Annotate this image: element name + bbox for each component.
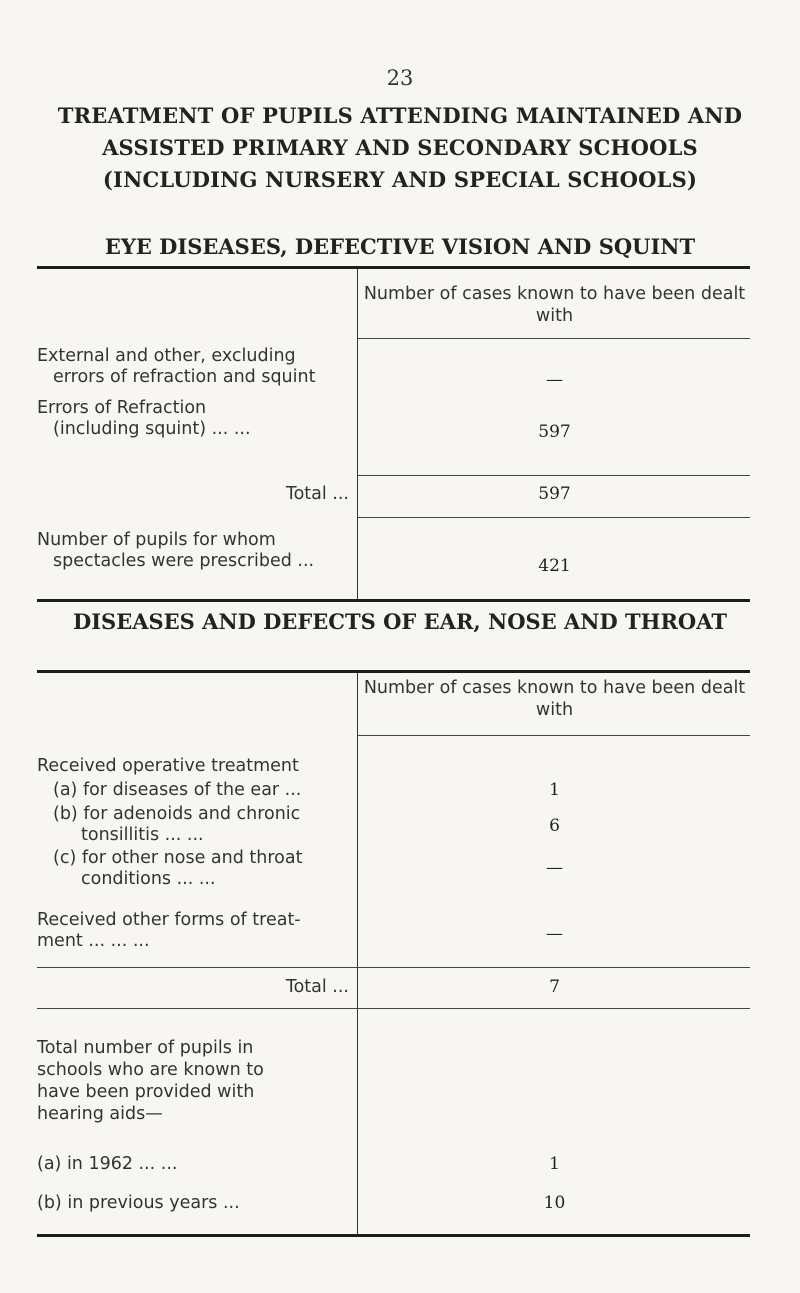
- table-top-rule: [37, 266, 750, 269]
- value-external: —: [546, 370, 563, 390]
- row-label-hearing-aids: Total number of pupils in schools who are known to have been provided with hearing aids—: [37, 1038, 264, 1124]
- row-label-external: External and other, excluding errors of refraction and squint: [37, 346, 316, 387]
- value-other-conditions: —: [546, 858, 563, 878]
- total-rule-top-left: [37, 967, 357, 968]
- row-label-other-conditions: (c) for other nose and throat conditions ... ...: [53, 848, 303, 889]
- value-adenoids: 6: [549, 816, 560, 836]
- value-ear: 1: [549, 780, 560, 800]
- table-top-rule: [37, 670, 750, 673]
- column-header: Number of cases known to have been dealt with: [363, 284, 746, 326]
- value-spectacles: 421: [538, 556, 571, 576]
- value-hearing-1962: 1: [549, 1154, 560, 1174]
- row-label-hearing-1962: (a) in 1962 ... ...: [37, 1154, 178, 1174]
- row-label-operative-heading: Received operative treatment: [37, 756, 299, 776]
- value-refraction: 597: [538, 422, 571, 442]
- header-rule: [357, 338, 750, 339]
- row-label-total: Total ...: [285, 484, 349, 504]
- row-label-hearing-previous: (b) in previous years ...: [37, 1193, 240, 1213]
- table-bottom-rule: [37, 599, 750, 602]
- total-rule-bottom: [357, 517, 750, 518]
- column-header: Number of cases known to have been dealt with: [363, 678, 746, 720]
- page-number: 23: [386, 66, 414, 90]
- total-rule-top: [357, 475, 750, 476]
- page-title: TREATMENT OF PUPILS ATTENDING MAINTAINED AND ASSISTED PRIMARY AND SECONDARY SCHOOLS (INCLUDING NURSERY AND SPECIAL SCHOOLS): [57, 103, 743, 192]
- table-bottom-rule: [37, 1234, 750, 1237]
- row-label-total: Total ...: [285, 977, 349, 997]
- eye-table: [37, 266, 750, 606]
- row-label-spectacles: Number of pupils for whom spectacles were prescribed ...: [37, 530, 315, 571]
- row-label-adenoids: (b) for adenoids and chronic tonsillitis ... ...: [53, 804, 301, 845]
- value-other-treatment: —: [546, 924, 563, 944]
- value-total: 597: [538, 484, 571, 504]
- column-divider: [357, 269, 358, 599]
- ent-table: [37, 670, 750, 1242]
- value-total: 7: [549, 977, 560, 997]
- header-rule: [357, 735, 750, 736]
- row-label-refraction: Errors of Refraction (including squint) ... ...: [37, 398, 251, 439]
- ent-section-title: DISEASES AND DEFECTS OF EAR, NOSE AND THROAT: [73, 609, 727, 634]
- total-rule-bottom-left: [37, 1008, 357, 1009]
- column-divider: [357, 673, 358, 1234]
- row-label-other-treatment: Received other forms of treat- ment ... ... ...: [37, 910, 301, 951]
- eye-section-title: EYE DISEASES, DEFECTIVE VISION AND SQUINT: [104, 234, 696, 259]
- value-hearing-previous: 10: [543, 1193, 566, 1213]
- total-rule-top: [357, 967, 750, 968]
- total-rule-bottom: [357, 1008, 750, 1009]
- row-label-ear: (a) for diseases of the ear ...: [53, 780, 302, 800]
